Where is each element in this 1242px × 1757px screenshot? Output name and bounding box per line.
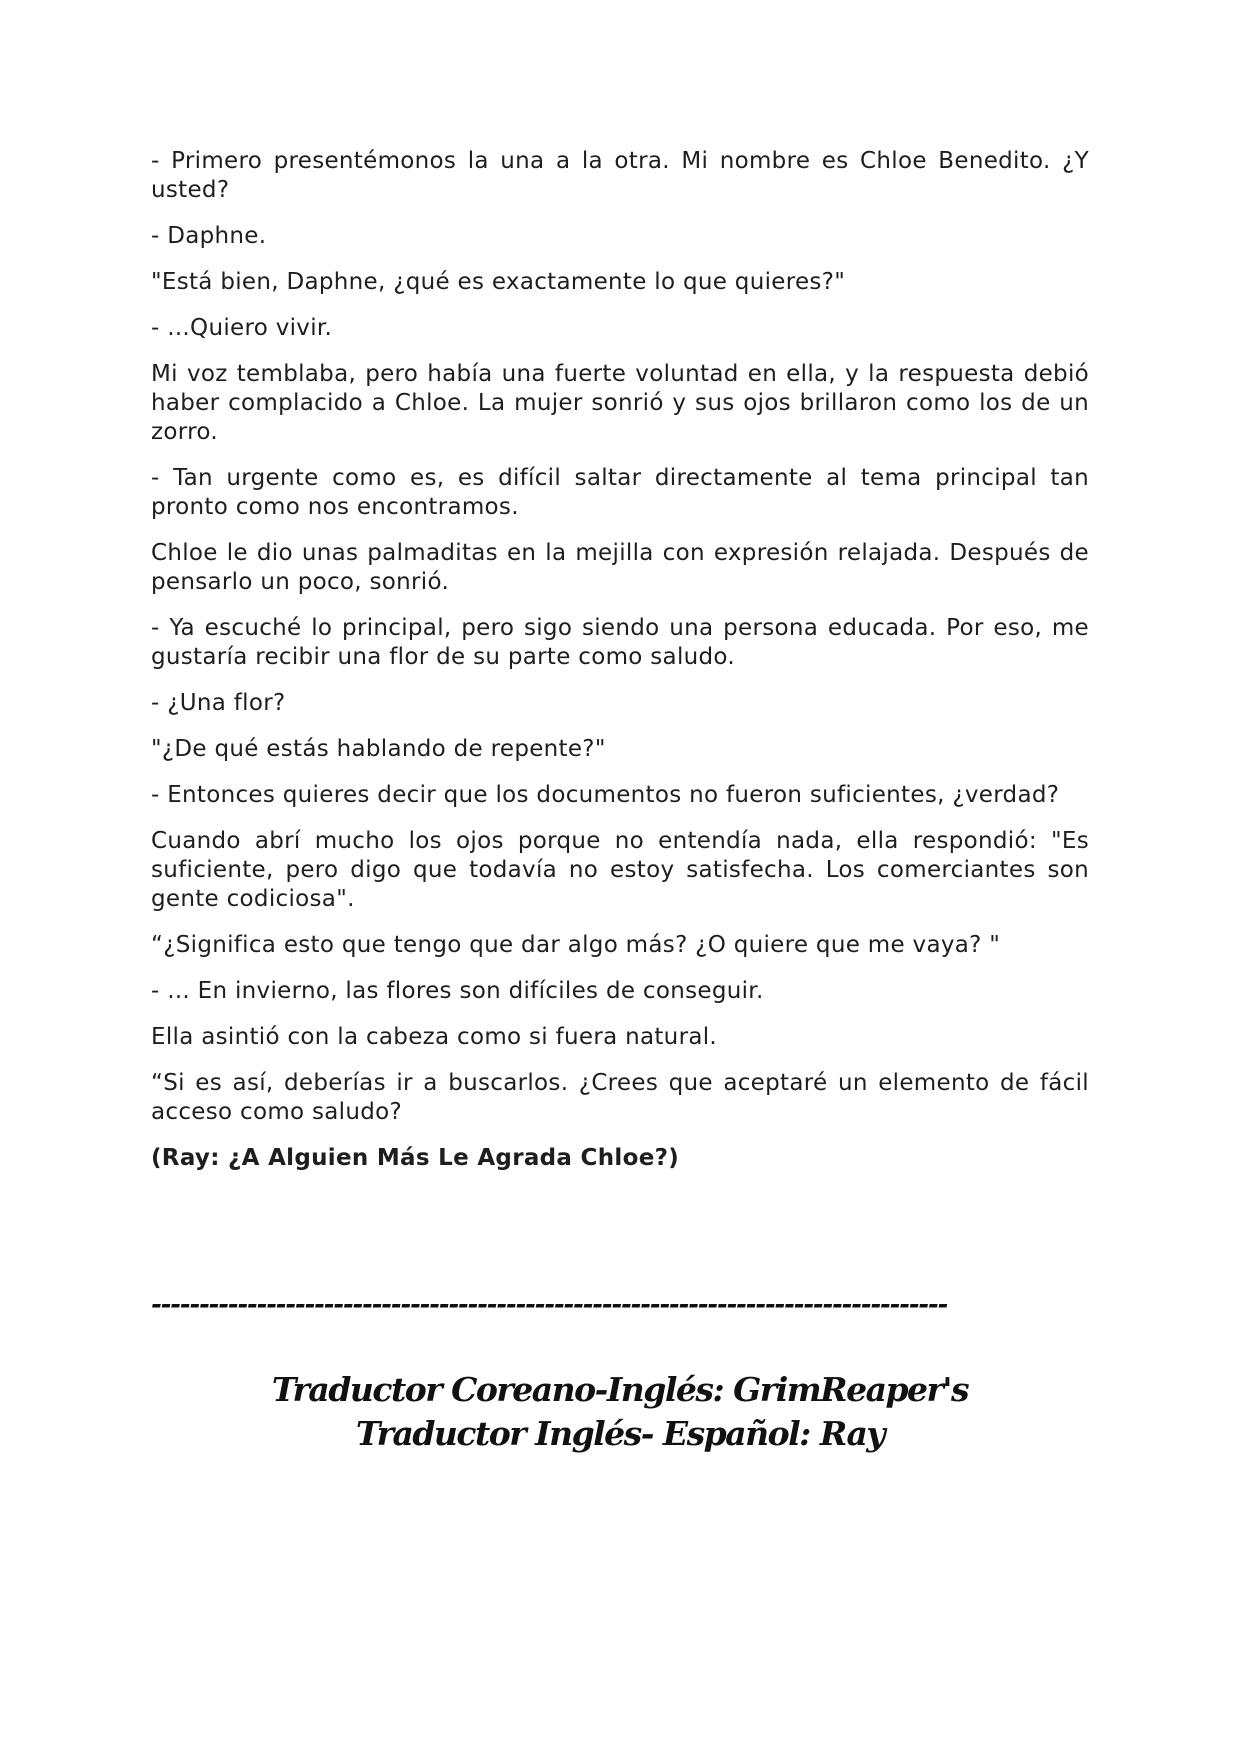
translator-credits [151,1368,1089,1456]
credit-english-spanish: Traductor Inglés- Español: Ray [355,1414,885,1453]
paragraph: - ... En invierno, las flores son difíciles de conseguir. [151,978,764,1004]
paragraph: - Ya escuché lo principal, pero sigo siendo una persona educada. Por eso, me gustaría recibir una flor de su parte como saludo. [151,615,1089,670]
credit-korean-english: Traductor Coreano-Inglés: GrimReaper's [271,1370,969,1409]
paragraph: - ¿Una flor? [151,690,286,716]
paragraph: - Tan urgente como es, es difícil saltar directamente al tema principal tan pronto como nos encontramos. [151,465,1089,520]
paragraph: - Primero presentémonos la una a la otra. Mi nombre es Chloe Benedito. ¿Y usted? [151,148,1089,203]
paragraph: Cuando abrí mucho los ojos porque no entendía nada, ella respondió: "Es suficiente, pero digo que todavía no estoy satisfecha. Los comerciantes son gente codiciosa". [151,828,1089,912]
paragraph: "¿De qué estás hablando de repente?" [151,736,606,762]
document-body [151,147,1089,1190]
translator-note: (Ray: ¿A Alguien Más Le Agrada Chloe?) [151,1145,680,1171]
paragraph: Mi voz temblaba, pero había una fuerte voluntad en ella, y la respuesta debió haber complacido a Chloe. La mujer sonrió y sus ojos brillaron como los de un zorro. [151,361,1089,445]
paragraph: Chloe le dio unas palmaditas en la mejilla con expresión relajada. Después de pensarlo un poco, sonrió. [151,540,1089,595]
paragraph: - Daphne. [151,223,267,249]
section-divider: ----------------------------------------------------------------------------------- [151,1290,948,1320]
paragraph: “¿Significa esto que tengo que dar algo más? ¿O quiere que me vaya? " [151,932,1001,958]
paragraph: “Si es así, deberías ir a buscarlos. ¿Crees que aceptaré un elemento de fácil acceso como saludo? [151,1070,1089,1125]
paragraph: "Está bien, Daphne, ¿qué es exactamente lo que quieres?" [151,269,846,295]
paragraph: - ...Quiero vivir. [151,315,333,341]
paragraph: Ella asintió con la cabeza como si fuera natural. [151,1024,718,1050]
paragraph: - Entonces quieres decir que los documentos no fueron suficientes, ¿verdad? [151,782,1060,808]
